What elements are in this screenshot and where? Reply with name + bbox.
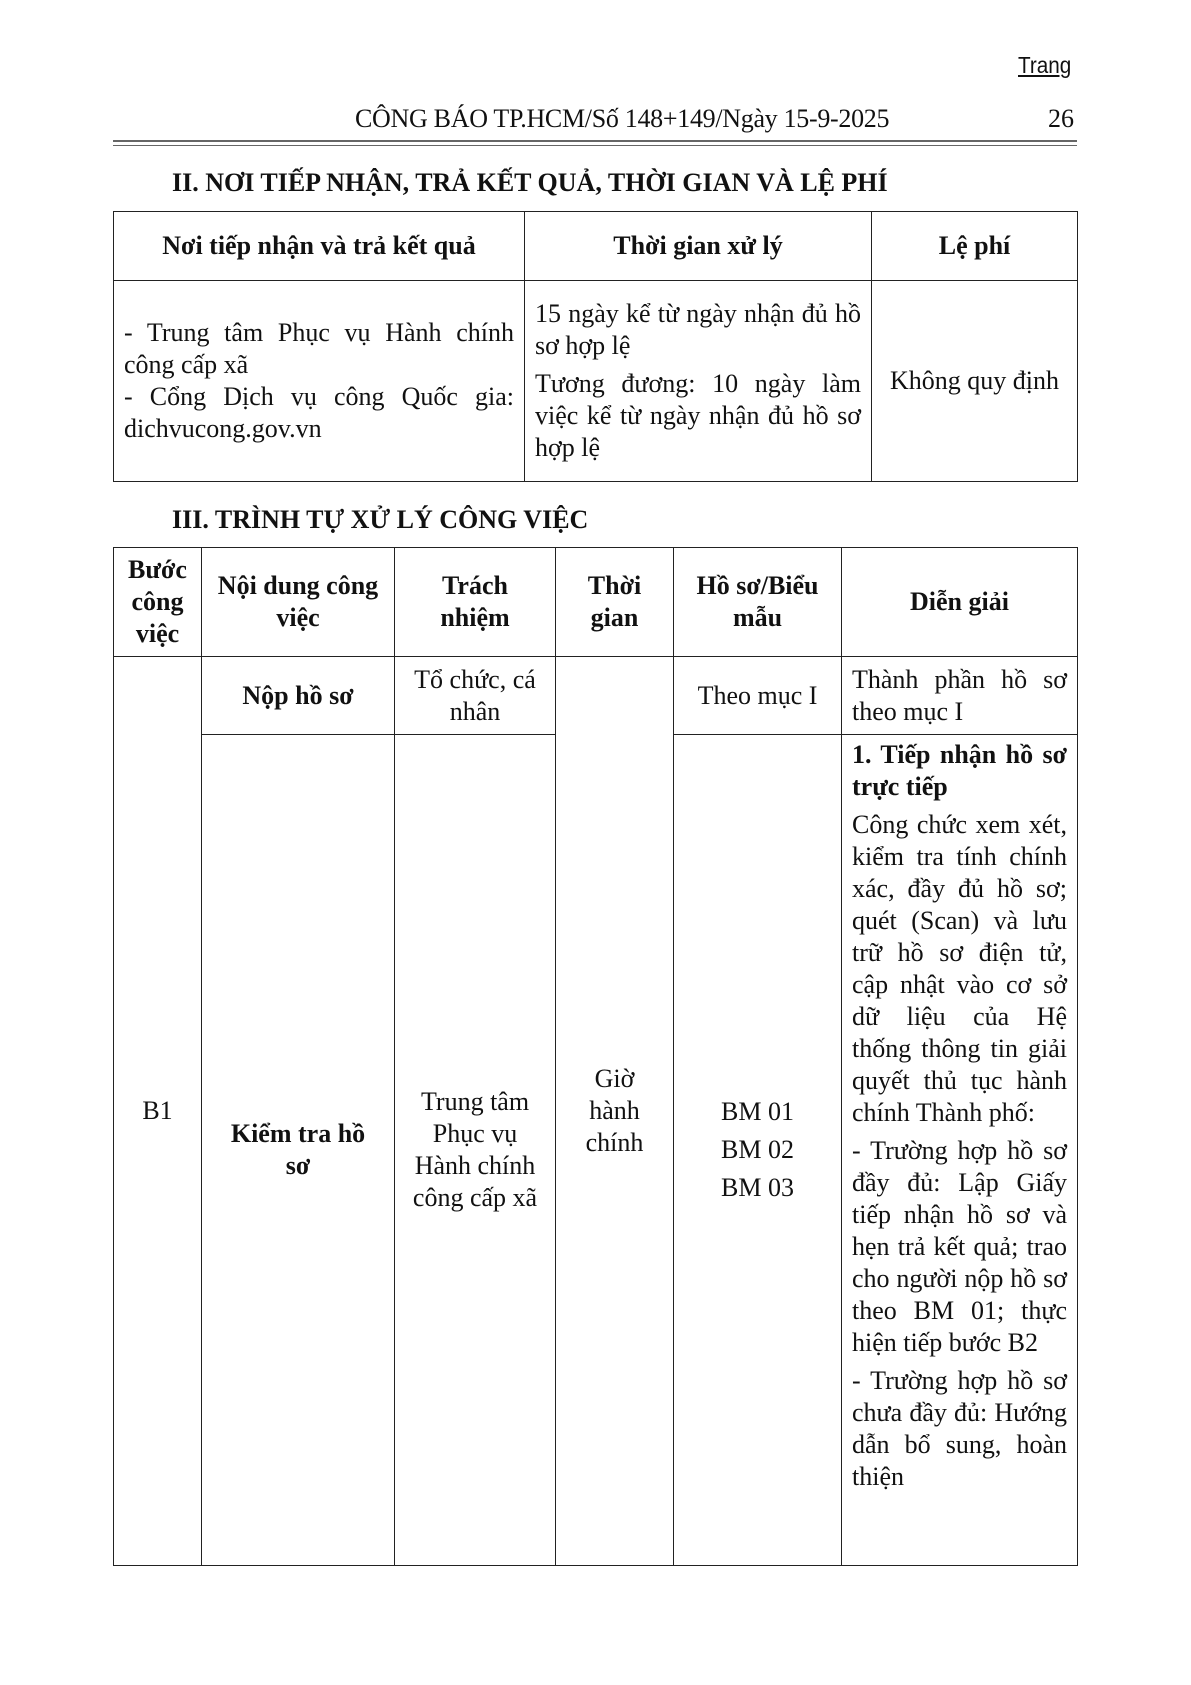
place-1: - Trung tâm Phục vụ Hành chính công cấp xã xyxy=(124,318,514,379)
row1-content: Nộp hồ sơ xyxy=(202,657,395,735)
row2-forms xyxy=(674,735,842,1566)
time-1: 15 ngày kể từ ngày nhận đủ hồ sơ hợp lệ xyxy=(535,299,861,360)
header-content: Nội dung công việc xyxy=(202,548,395,657)
header-time: Thời gian xyxy=(556,548,674,657)
header-place: Nơi tiếp nhận và trả kết quả xyxy=(114,212,525,281)
row1-forms: Theo mục I xyxy=(674,657,842,735)
place-2: - Cổng Dịch vụ công Quốc gia: dichvucong.gov.vn xyxy=(124,382,514,443)
fee-cell: Không quy định xyxy=(872,281,1078,482)
step-cell: B1 xyxy=(114,657,202,1566)
header-time: Thời gian xử lý xyxy=(525,212,872,281)
header-rule-thin xyxy=(113,145,1077,146)
row1-explain: Thành phần hồ sơ theo mục I xyxy=(842,657,1078,735)
row2-content: Kiểm tra hồ sơ xyxy=(202,735,395,1566)
time-cell: Giờ hành chính xyxy=(556,657,674,1566)
explain-para-3: - Trường hợp hồ sơ chưa đầy đủ: Hướng dẫn bổ sung, hoàn thiện xyxy=(852,1366,1067,1491)
page-label: Trang xyxy=(1018,52,1072,78)
publication-header: CÔNG BÁO TP.HCM/Số 148+149/Ngày 15-9-2025 xyxy=(355,104,890,133)
header-rule xyxy=(113,140,1077,142)
form-bm01: BM 01 xyxy=(721,1097,794,1126)
form-bm03: BM 03 xyxy=(721,1173,794,1202)
section-3-title: III. TRÌNH TỰ XỬ LÝ CÔNG VIỆC xyxy=(172,505,589,534)
header-fee: Lệ phí xyxy=(872,212,1078,281)
fees-table xyxy=(113,211,1078,482)
section-2-title: II. NƠI TIẾP NHẬN, TRẢ KẾT QUẢ, THỜI GIAN VÀ LỆ PHÍ xyxy=(172,168,888,197)
explain-para-2: - Trường hợp hồ sơ đầy đủ: Lập Giấy tiếp nhận hồ sơ và hẹn trả kết quả; trao cho người nộp hồ sơ theo BM 01; thực hiện tiếp bước B2 xyxy=(852,1136,1067,1357)
row2-responsible: Trung tâm Phục vụ Hành chính công cấp xã xyxy=(395,735,556,1566)
header-responsible: Trách nhiệm xyxy=(395,548,556,657)
explain-title: 1. Tiếp nhận hồ sơ trực tiếp xyxy=(852,740,1067,801)
explain-para-1: Công chức xem xét, kiểm tra tính chính xác, đầy đủ hồ sơ; quét (Scan) và lưu trữ hồ sơ điện tử, cập nhật vào cơ sở dữ liệu của Hệ thống thông tin giải quyết thủ tục hành chính Thành phố: xyxy=(852,810,1067,1127)
time-2: Tương đương: 10 ngày làm việc kể từ ngày nhận đủ hồ sơ hợp lệ xyxy=(535,369,861,462)
header-explain: Diễn giải xyxy=(842,548,1078,657)
header-step: Bước công việc xyxy=(114,548,202,657)
process-table xyxy=(113,547,1078,1566)
time-cell xyxy=(525,281,872,482)
row2-explain xyxy=(842,735,1078,1566)
header-forms: Hồ sơ/Biểu mẫu xyxy=(674,548,842,657)
row1-responsible: Tổ chức, cá nhân xyxy=(395,657,556,735)
form-bm02: BM 02 xyxy=(721,1135,794,1164)
page-number: 26 xyxy=(1048,104,1074,133)
place-cell xyxy=(114,281,525,482)
